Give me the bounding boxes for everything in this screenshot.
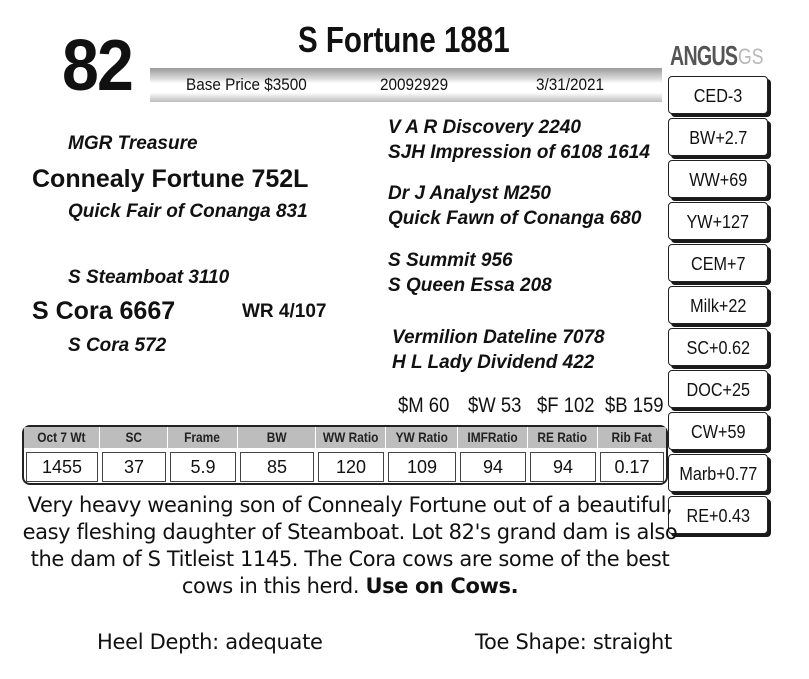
epd-cem: CEM+7 — [668, 244, 768, 282]
angus-gs-logo — [668, 40, 772, 70]
angus-logo-word: ANGUS — [670, 40, 738, 71]
epd-cw: CW+59 — [668, 412, 768, 450]
perf-header: IMFRatio — [458, 427, 528, 448]
epd-doc: DOC+25 — [668, 370, 768, 408]
sire-dam-dam: Quick Fawn of Conanga 680 — [388, 208, 642, 229]
epd-milk: Milk+22 — [668, 286, 768, 324]
perf-value: 5.9 — [170, 452, 236, 482]
registration-number: 20092929 — [380, 75, 449, 94]
perf-header: Oct 7 Wt — [24, 427, 100, 448]
toe-shape: Toe Shape: straight — [475, 630, 672, 654]
perf-value: 1455 — [26, 452, 98, 482]
angus-logo-suffix: GS — [738, 44, 764, 69]
perf-value: 109 — [388, 452, 456, 482]
description-emphasis: Use on Cows. — [365, 574, 519, 598]
dam-sire-sire: S Summit 956 — [388, 250, 513, 271]
perf-value: 94 — [460, 452, 526, 482]
dam: S Cora 6667 — [32, 297, 176, 325]
dam-dam-dam: H L Lady Dividend 422 — [392, 352, 595, 373]
perf-col-sc — [100, 427, 168, 483]
description-text: Very heavy weaning son of Connealy Fortune out of a beautiful, easy fleshing daughter of Steamboat. Lot 82's grand dam is also the dam of S Titleist 1145. The Cora cows are some of the best cows in this herd. — [22, 493, 678, 598]
perf-col-imf-ratio — [458, 427, 528, 483]
perf-col-frame — [168, 427, 238, 483]
perf-header: YW Ratio — [386, 427, 458, 448]
epd-ww: WW+69 — [668, 160, 768, 198]
epd-marb: Marb+0.77 — [668, 454, 768, 492]
perf-header: RE Ratio — [528, 427, 598, 448]
bull-name: S Fortune 1881 — [298, 19, 510, 60]
dam-dam-sire: Vermilion Dateline 7078 — [392, 327, 605, 348]
epd-ced: CED-3 — [668, 76, 768, 114]
perf-value: 94 — [530, 452, 596, 482]
index-m: $M 60 — [398, 394, 450, 417]
perf-header: SC — [100, 427, 168, 448]
index-w: $W 53 — [468, 394, 522, 417]
epd-sc: SC+0.62 — [668, 328, 768, 366]
index-b: $B 159 — [605, 394, 664, 417]
perf-value: 85 — [240, 452, 314, 482]
dam-dam: S Cora 572 — [68, 335, 167, 356]
dam-sire-dam: S Queen Essa 208 — [388, 275, 552, 296]
perf-col-ww-ratio — [316, 427, 386, 483]
perf-col-bw — [238, 427, 316, 483]
perf-col-yw-ratio — [386, 427, 458, 483]
description — [20, 492, 680, 600]
perf-header: WW Ratio — [316, 427, 386, 448]
perf-col-re-ratio — [528, 427, 598, 483]
performance-table — [22, 425, 668, 485]
perf-header: Frame — [168, 427, 238, 448]
index-f: $F 102 — [537, 394, 595, 417]
sire-sire-sire: V A R Discovery 2240 — [388, 117, 581, 138]
sire-sire: MGR Treasure — [68, 133, 198, 154]
epd-bw: BW+2.7 — [668, 118, 768, 156]
dam-weaning-ratio: WR 4/107 — [242, 301, 327, 322]
perf-value: 37 — [102, 452, 166, 482]
header-bar — [150, 68, 662, 102]
birth-date: 3/31/2021 — [536, 75, 605, 94]
perf-value: 120 — [318, 452, 384, 482]
epd-yw: YW+127 — [668, 202, 768, 240]
perf-col-oct7wt — [24, 427, 100, 483]
perf-header: Rib Fat — [598, 427, 666, 448]
perf-header: BW — [238, 427, 316, 448]
sire: Connealy Fortune 752L — [32, 165, 309, 193]
base-price: Base Price $3500 — [186, 75, 307, 94]
sire-dam: Quick Fair of Conanga 831 — [68, 201, 308, 222]
lot-number: 82 — [62, 26, 133, 106]
heel-depth: Heel Depth: adequate — [97, 630, 323, 654]
perf-col-rib-fat — [598, 427, 666, 483]
sire-dam-sire: Dr J Analyst M250 — [388, 183, 551, 204]
epd-re: RE+0.43 — [668, 496, 768, 534]
dam-sire: S Steamboat 3110 — [68, 267, 230, 288]
perf-value: 0.17 — [600, 452, 664, 482]
sire-sire-dam: SJH Impression of 6108 1614 — [388, 142, 650, 163]
